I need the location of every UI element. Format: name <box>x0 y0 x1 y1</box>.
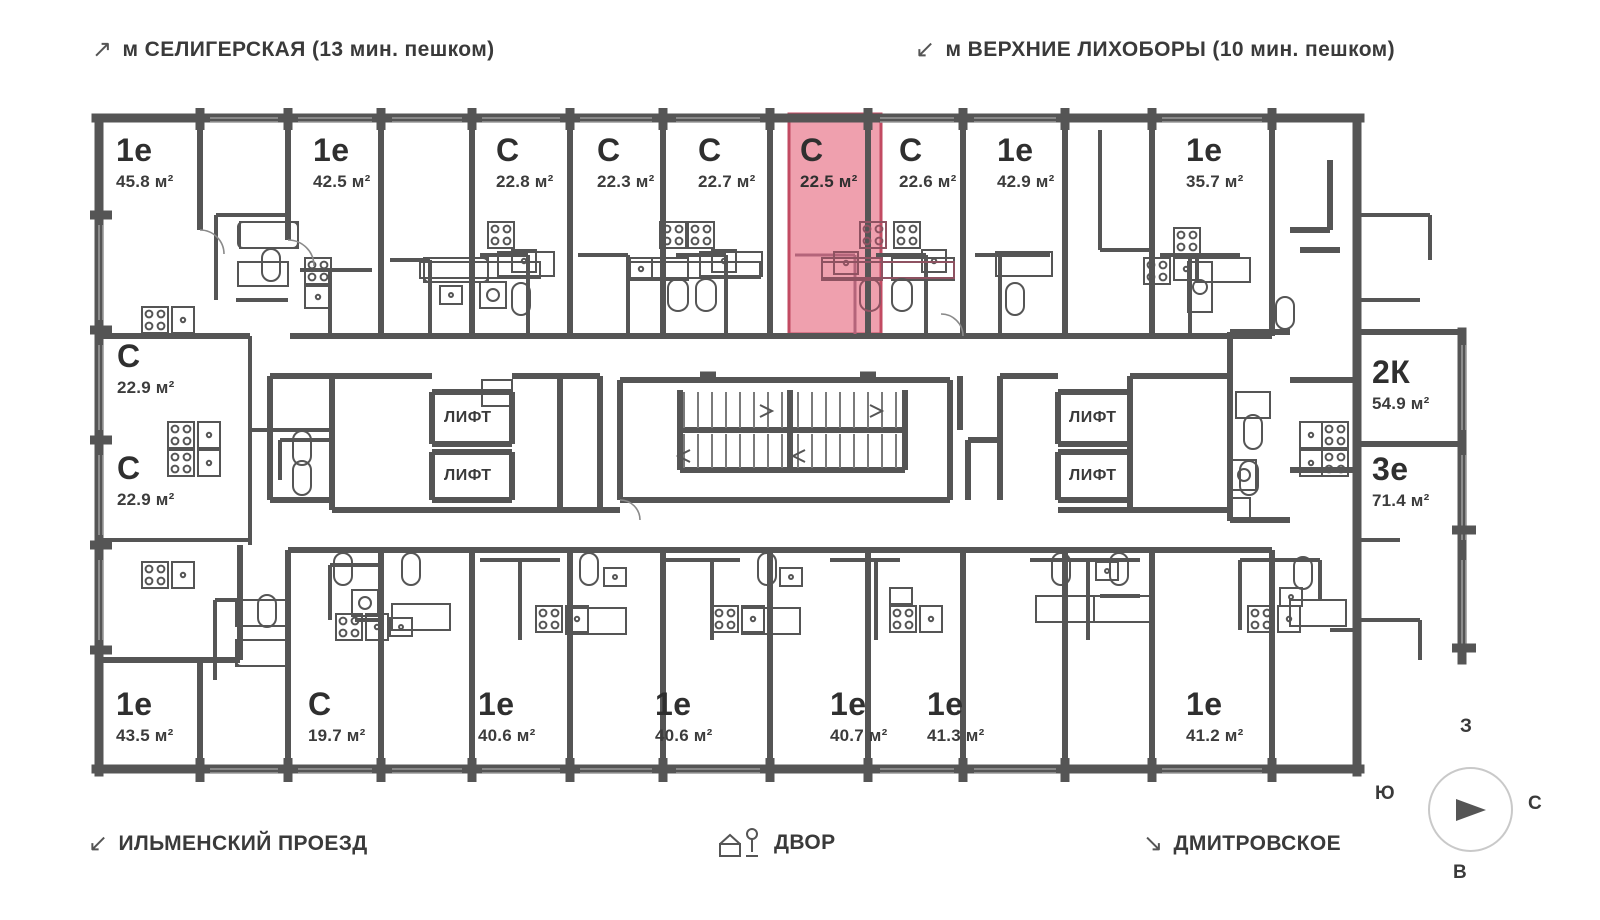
unit-label[interactable] <box>830 688 887 744</box>
unit-label[interactable] <box>308 688 365 744</box>
unit-area: 42.9 м² <box>997 172 1055 191</box>
unit-label[interactable] <box>597 134 654 190</box>
unit-type: 1е <box>997 132 1034 168</box>
landmark-label: ИЛЬМЕНСКИЙ ПРОЕЗД <box>118 832 368 855</box>
unit-area: 41.3 м² <box>927 726 985 745</box>
arrow-down-left-icon: ↙ <box>915 36 936 63</box>
unit-label[interactable] <box>1372 453 1429 509</box>
unit-area: 40.6 м² <box>655 726 713 745</box>
elevator-label: ЛИФТ <box>1069 409 1117 426</box>
unit-type: 1е <box>313 132 350 168</box>
landmark-label: ДВОР <box>774 831 836 854</box>
unit-label[interactable] <box>1186 688 1243 744</box>
elevator-label: ЛИФТ <box>1069 467 1117 484</box>
unit-type: 3е <box>1372 451 1409 487</box>
unit-label[interactable] <box>1186 134 1243 190</box>
elevator-label: ЛИФТ <box>444 467 492 484</box>
unit-label[interactable] <box>927 688 984 744</box>
unit-area: 40.6 м² <box>478 726 536 745</box>
unit-label[interactable] <box>117 452 174 508</box>
unit-type: С <box>496 132 520 168</box>
landmark-dvor <box>718 828 836 858</box>
compass-label-right: С <box>1528 793 1542 814</box>
unit-type: 1е <box>116 132 153 168</box>
unit-area: 22.9 м² <box>117 378 175 397</box>
unit-label[interactable] <box>313 134 370 190</box>
arrow-down-right-icon: ↘ <box>1143 830 1164 857</box>
unit-label[interactable] <box>899 134 956 190</box>
landmark-label: м СЕЛИГЕРСКАЯ (13 мин. пешком) <box>122 38 495 61</box>
landmark-verkhnie-likhobory <box>915 38 1395 62</box>
unit-type: 1е <box>1186 132 1223 168</box>
unit-type: С <box>899 132 923 168</box>
unit-area: 22.6 м² <box>899 172 957 191</box>
unit-area: 41.2 м² <box>1186 726 1244 745</box>
unit-type: С <box>117 338 141 374</box>
unit-label[interactable] <box>117 340 174 396</box>
unit-area: 22.7 м² <box>698 172 756 191</box>
unit-label[interactable] <box>997 134 1054 190</box>
unit-area: 22.3 м² <box>597 172 655 191</box>
unit-type: 1е <box>478 686 515 722</box>
landmark-label: м ВЕРХНИЕ ЛИХОБОРЫ (10 мин. пешком) <box>945 38 1395 61</box>
unit-area: 40.7 м² <box>830 726 888 745</box>
unit-label[interactable] <box>698 134 755 190</box>
unit-label[interactable] <box>1372 356 1429 412</box>
compass <box>1418 757 1523 862</box>
arrow-down-left-icon: ↙ <box>88 830 109 857</box>
unit-area: 19.7 м² <box>308 726 366 745</box>
unit-label[interactable] <box>478 688 535 744</box>
arrow-up-right-icon: ↗ <box>92 36 113 63</box>
unit-area: 42.5 м² <box>313 172 371 191</box>
unit-label[interactable] <box>116 134 173 190</box>
unit-type: 1е <box>116 686 153 722</box>
unit-type: С <box>117 450 141 486</box>
unit-label[interactable] <box>655 688 712 744</box>
unit-type: 1е <box>1186 686 1223 722</box>
unit-type: С <box>308 686 332 722</box>
unit-area: 22.8 м² <box>496 172 554 191</box>
unit-area: 71.4 м² <box>1372 491 1430 510</box>
unit-type: 2К <box>1372 354 1411 390</box>
unit-type: С <box>800 132 824 168</box>
landmark-seligerskaya <box>92 38 495 62</box>
compass-label-top: З <box>1460 716 1472 737</box>
unit-area: 45.8 м² <box>116 172 174 191</box>
unit-area: 54.9 м² <box>1372 394 1430 413</box>
unit-type: 1е <box>655 686 692 722</box>
unit-label[interactable] <box>496 134 553 190</box>
unit-area: 22.5 м² <box>800 172 858 191</box>
unit-type: С <box>597 132 621 168</box>
unit-area: 43.5 м² <box>116 726 174 745</box>
elevator-label: ЛИФТ <box>444 409 492 426</box>
landmark-ilmensky-proezd <box>88 832 368 856</box>
compass-label-left: Ю <box>1375 783 1395 804</box>
landmark-dmitrovskoe <box>1143 832 1341 856</box>
unit-label[interactable] <box>116 688 173 744</box>
unit-type: С <box>698 132 722 168</box>
unit-label[interactable] <box>800 134 857 190</box>
playground-icon <box>718 828 764 858</box>
compass-needle-icon <box>1456 799 1486 821</box>
compass-label-bottom: В <box>1453 862 1467 883</box>
unit-type: 1е <box>927 686 964 722</box>
unit-area: 22.9 м² <box>117 490 175 509</box>
unit-area: 35.7 м² <box>1186 172 1244 191</box>
unit-type: 1е <box>830 686 867 722</box>
landmark-label: ДМИТРОВСКОЕ <box>1173 832 1342 855</box>
